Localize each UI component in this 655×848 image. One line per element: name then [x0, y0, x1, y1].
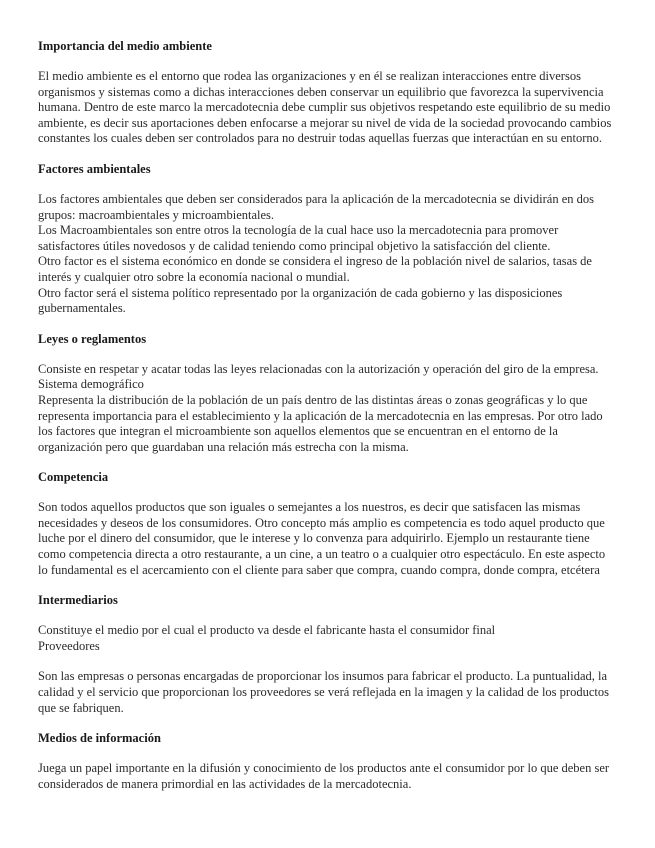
section-title: Intermediarios	[38, 593, 118, 608]
section-competencia	[38, 469, 617, 578]
paragraph: Son las empresas o personas encargadas de proporcionar los insumos para fabricar el producto. La puntualidad, la calidad y el servicio que proporcionan los proveedores se verá reflejada en la imagen y la calidad de los productos que se fabriquen.	[38, 669, 609, 715]
paragraph: El medio ambiente es el entorno que rodea las organizaciones y en él se realizan interacciones entre diversos organismos y sistemas como a dichas interacciones deben conservar un equilibrio que favorezca la supervivencia humana. Dentro de este marco la mercadotecnia debe cumplir sus objetivos respetando este equilibrio de su medio ambiente, es decir sus aportaciones deben enfocarse a mejorar su nivel de vida de la sociedad provocando cambios constantes los cuales deben ser controlados para no destruir todas aquellas fuerzas que interactúan en su entorno.	[38, 69, 612, 146]
section-factores	[38, 161, 617, 317]
section-importancia	[38, 38, 617, 147]
paragraph: Son todos aquellos productos que son iguales o semejantes a los nuestros, es decir que satisfacen las mismas necesidades y deseos de los consumidores. Otro concepto más amplio es competencia es todo aquel producto que luche por el dinero del consumidor, que le interese y lo convenza para adquirirlo. Ejemplo un restaurante tiene como competencia directa a otro restaurante, a un cine, a un teatro o a cualquier otro espectáculo. En este aspecto lo fundamental es el acercamiento con el cliente para saber que compra, cuando compra, donde compra, etcétera	[38, 500, 606, 577]
paragraph: Consiste en respetar y acatar todas las leyes relacionadas con la autorización y operación del giro de la empresa.	[38, 361, 599, 376]
section-title: Competencia	[38, 470, 109, 485]
paragraph: Juega un papel importante en la difusión y conocimiento de los productos ante el consumidor por lo que deben ser considerados de manera primordial en las actividades de la mercadotecnia.	[38, 761, 610, 791]
paragraph: Otro factor será el sistema político representado por la organización de cada gobierno y las disposiciones gubernamentales.	[38, 285, 563, 316]
paragraph: Los factores ambientales que deben ser considerados para la aplicación de la mercadotecnia se dividirán en dos grupos: macroambientales y microambientales.	[38, 191, 595, 222]
paragraph: Sistema demográfico	[38, 377, 144, 392]
paragraph: Proveedores	[38, 638, 100, 653]
section-medios	[38, 730, 617, 792]
paragraph: Otro factor es el sistema económico en donde se considera el ingreso de la población nivel de salarios, tasas de interés y cualquier otro sobre la economía nacional o mundial.	[38, 254, 592, 284]
section-title: Factores ambientales	[38, 161, 151, 176]
section-title: Medios de información	[38, 731, 161, 746]
paragraph: Constituye el medio por el cual el producto va desde el fabricante hasta el consumidor final	[38, 623, 496, 638]
section-leyes	[38, 331, 617, 456]
paragraph: Los Macroambientales son entre otros la tecnología de la cual hace uso la mercadotecnia para promover satisfactores útiles novedosos y de calidad teniendo como principal objetivo la satisfacción del cliente.	[38, 223, 559, 253]
paragraph: Representa la distribución de la población de un país dentro de las distintas áreas o zonas geográficas y lo que representa importancia para el establecimiento y la aplicación de la mercadotecnia en las empresas. Por otro lado los factores que integran el microambiente son aquellos elementos que se encuentran en el entorno de la organización pero que guardaban una relación más estrecha con la misma.	[38, 392, 603, 454]
section-intermediarios	[38, 592, 617, 716]
section-title: Leyes o reglamentos	[38, 331, 147, 346]
section-title: Importancia del medio ambiente	[38, 39, 212, 53]
